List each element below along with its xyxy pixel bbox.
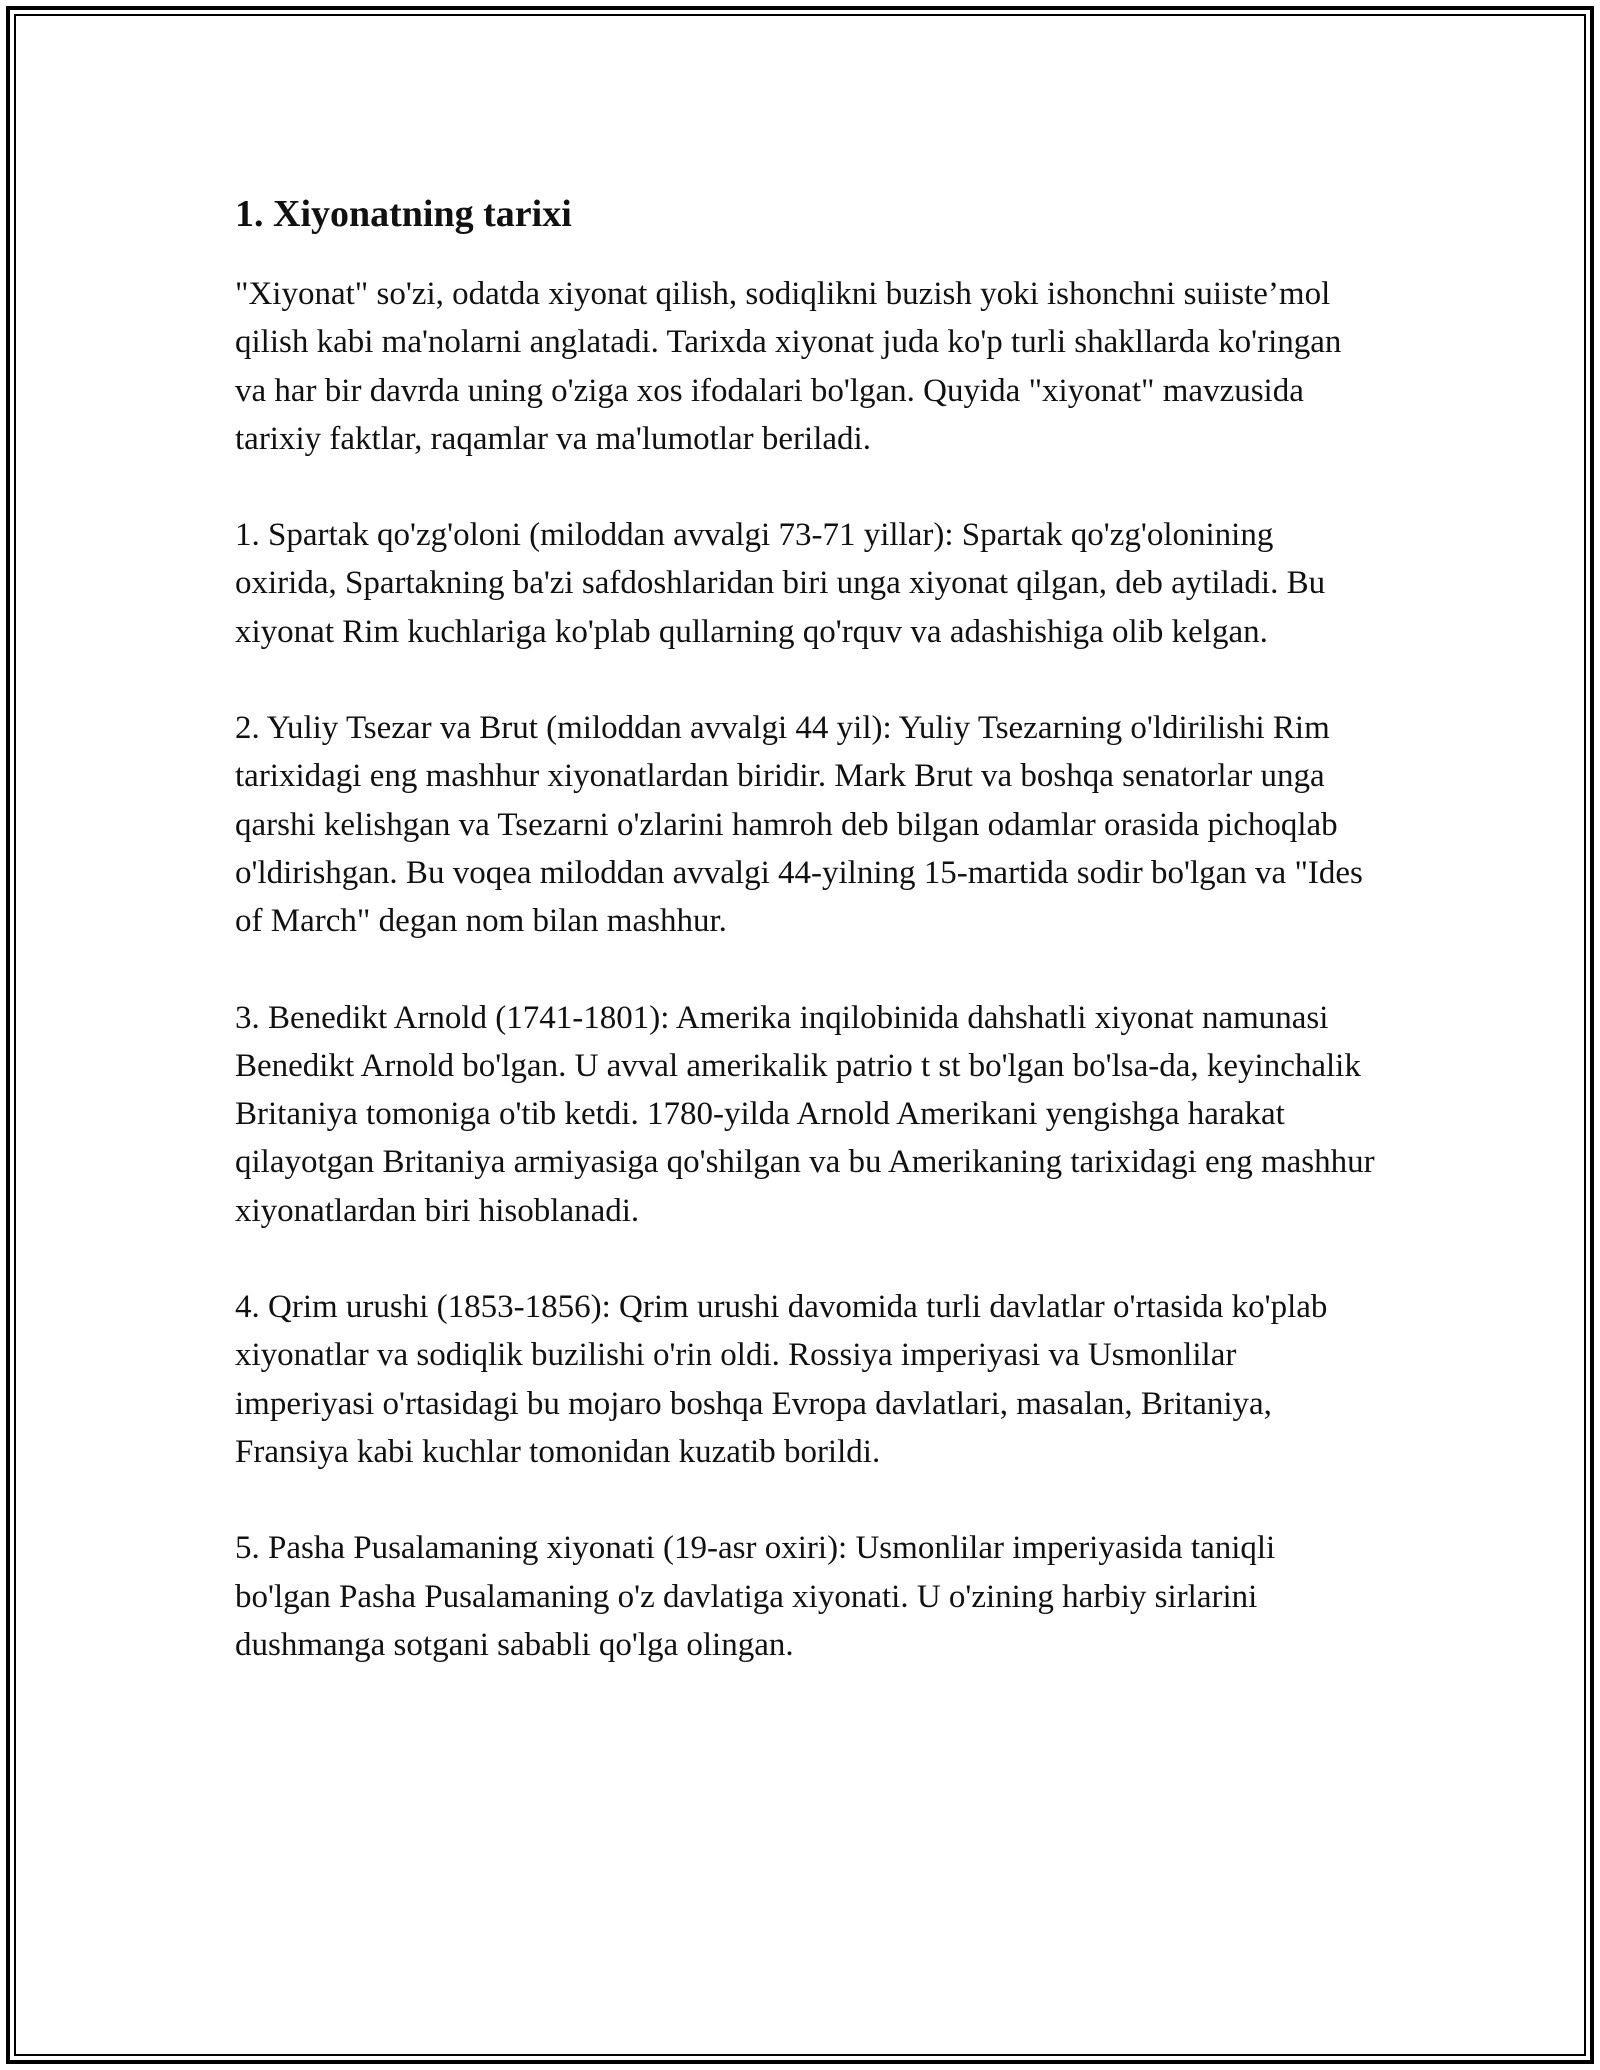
intro-paragraph: "Xiyonat" so'zi, odatda xiyonat qilish, sodiqlikni buzish yoki ishonchni suiiste’mol qilish kabi ma'nolarni anglatadi. Tarixda xiyonat juda ko'p turli shakllarda ko'ringan va har bir davrda uning o'ziga xos ifodalari bo'lgan. Quyida "xiyonat" mavzusida tarixiy faktlar, raqamlar va ma'lumotlar beriladi. [235,276,1342,457]
document-body [235,188,1375,1717]
item-crimean-war-paragraph: 4. Qrim urushi (1853-1856): Qrim urushi davomida turli davlatlar o'rtasida ko'plab xiyonatlar va sodiqlik buzilishi o'rin oldi. Rossiya imperiyasi va Usmonlilar imperiyasi o'rtasidagi bu mojaro boshqa Evropa davlatlari, masalan, Britaniya, Fransiya kabi kuchlar tomonidan kuzatib borildi. [235,1289,1328,1470]
item-caesar-brutus-paragraph: 2. Yuliy Tsezar va Brut (miloddan avvalgi 44 yil): Yuliy Tsezarning o'ldirilishi Rim tarixidagi eng mashhur xiyonatlardan biridir. Mark Brut va boshqa senatorlar unga qarshi kelishgan va Tsezarni o'zlarini hamroh deb bilgan odamlar orasida pichoqlab o'ldirishgan. Bu voqea miloddan avvalgi 44-yilning 15-martida sodir bo'lgan va "Ides of March" degan nom bilan mashhur. [235,710,1363,940]
item-pasha-paragraph: 5. Pasha Pusalamaning xiyonati (19-asr oxiri): Usmonlilar imperiyasida taniqli bo'lgan Pasha Pusalamaning o'z davlatiga xiyonati. U o'zining harbiy sirlarini dushmanga sotgani sababli qo'lga olingan. [235,1530,1276,1663]
section-heading: 1. Xiyonatning tarixi [235,193,572,235]
item-benedict-arnold-paragraph: 3. Benedikt Arnold (1741-1801): Amerika inqilobinida dahshatli xiyonat namunasi Benedikt Arnold bo'lgan. U avval amerikalik patrio t st bo'lgan bo'lsa-da, keyinchalik Britaniya tomoniga o'tib ketdi. 1780-yilda Arnold Amerikani yengishga harakat qilayotgan Britaniya armiyasiga qo'shilgan va bu Amerikaning tarixidagi eng mashhur xiyonatlardan biri hisoblanadi. [235,999,1375,1229]
item-spartak-paragraph: 1. Spartak qo'zg'oloni (miloddan avvalgi 73-71 yillar): Spartak qo'zg'olonining oxirida, Spartakning ba'zi safdoshlaridan biri unga xiyonat qilgan, deb aytiladi. Bu xiyonat Rim kuchlariga ko'plab qullarning qo'rquv va adashishiga olib kelgan. [235,517,1326,650]
